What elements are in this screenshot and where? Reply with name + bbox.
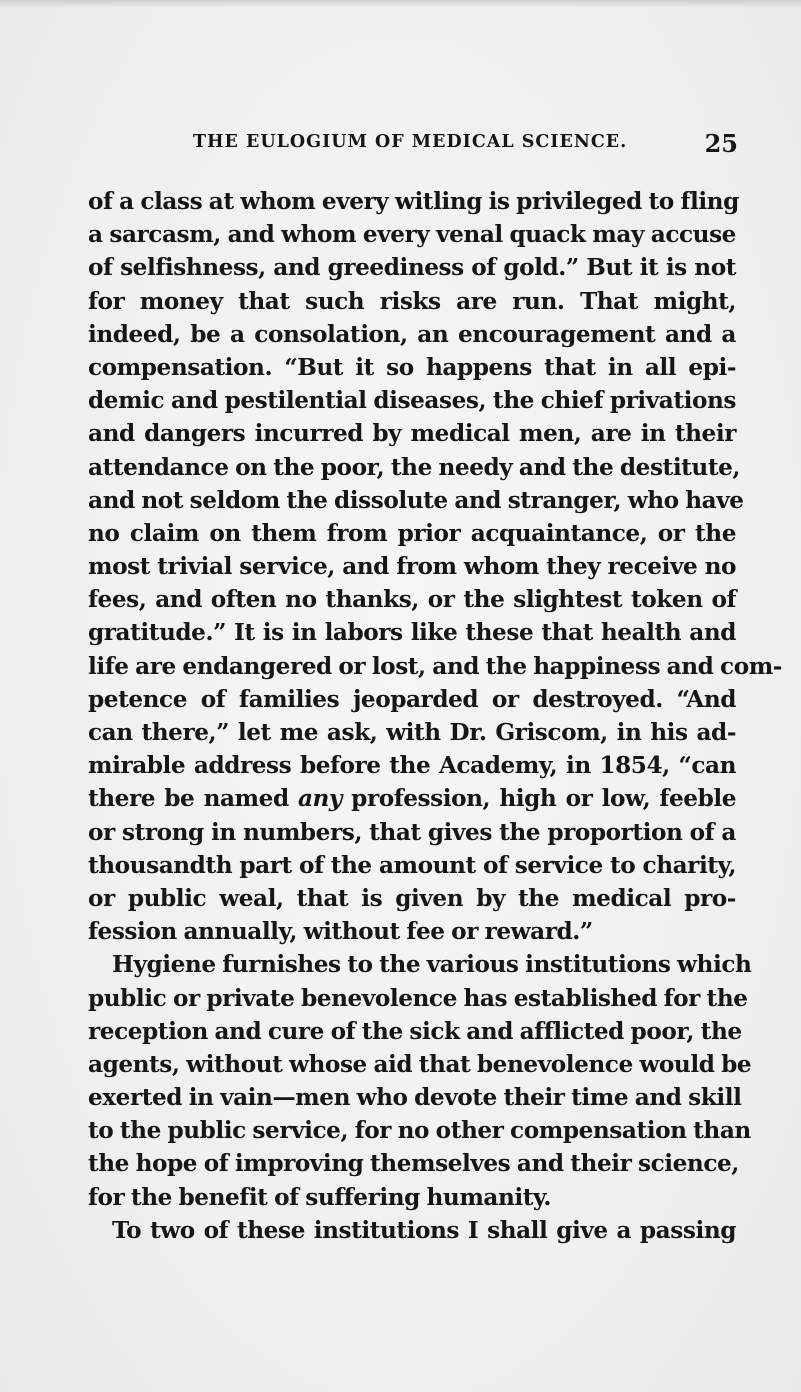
text-line-with-emphasis: there be named any profession, high or low, feeble	[88, 785, 736, 813]
paragraph-start-line: Hygiene furnishes to the various institutions which	[112, 951, 752, 979]
text-line: thousandth part of the amount of service to charity,	[88, 851, 736, 879]
running-head: THE EULOGIUM OF MEDICAL SCIENCE.	[193, 132, 628, 152]
text-line: of a class at whom every witling is privileged to fling	[88, 188, 739, 215]
text-line: of selfishness, and greediness of gold.” But it is not	[88, 254, 736, 282]
text-line: or public weal, that is given by the medical pro-	[88, 884, 736, 912]
text-line: and not seldom the dissolute and stranger, who have	[88, 486, 744, 514]
text-line: demic and pestilential diseases, the chief privations	[88, 387, 736, 415]
body-text	[88, 185, 782, 1247]
text-line: reception and cure of the sick and afflicted poor, the	[88, 1017, 742, 1045]
text-line: fees, and often no thanks, or the slightest token of	[88, 586, 736, 614]
text-line: can there,” let me ask, with Dr. Griscom, in his ad-	[88, 719, 736, 746]
page-header	[193, 129, 738, 161]
text-line: no claim on them from prior acquaintance, or the	[88, 519, 736, 547]
text-line: and dangers incurred by medical men, are in their	[88, 420, 736, 448]
paragraph-end-line: for the benefit of suffering humanity.	[88, 1183, 552, 1211]
text-line: petence of families jeoparded or destroyed. “And	[88, 685, 736, 713]
text-line: the hope of improving themselves and their science,	[88, 1150, 739, 1178]
text-line: to the public service, for no other compensation than	[88, 1117, 751, 1145]
page-number: 25	[704, 129, 738, 158]
text-line: gratitude.” It is in labors like these that health and	[88, 619, 736, 647]
paragraph-end-line: fession annually, without fee or reward.”	[88, 918, 593, 946]
text-line: or strong in numbers, that gives the proportion of a	[88, 818, 736, 846]
text-line: life are endangered or lost, and the happiness and com-	[88, 652, 782, 680]
text-line: indeed, be a consolation, an encouragement and a	[88, 320, 736, 348]
text-line: a sarcasm, and whom every venal quack may accuse	[88, 221, 736, 249]
text-line: exerted in vain—men who devote their time and skill	[88, 1084, 742, 1112]
text-line: for money that such risks are run. That might,	[88, 287, 736, 315]
page-top-edge	[0, 0, 801, 8]
text-line: most trivial service, and from whom they receive no	[88, 553, 736, 581]
text-line: mirable address before the Academy, in 1854, “can	[88, 752, 736, 780]
text-line: public or private benevolence has established for the	[88, 984, 748, 1012]
emphasis-word: any	[297, 785, 342, 813]
paragraph-start-line: To two of these institutions I shall give a passing	[112, 1216, 736, 1244]
text-line: attendance on the poor, the needy and the destitute,	[88, 453, 741, 481]
text-line: agents, without whose aid that benevolence would be	[88, 1050, 752, 1078]
text-line: compensation. “But it so happens that in all epi-	[88, 353, 736, 381]
